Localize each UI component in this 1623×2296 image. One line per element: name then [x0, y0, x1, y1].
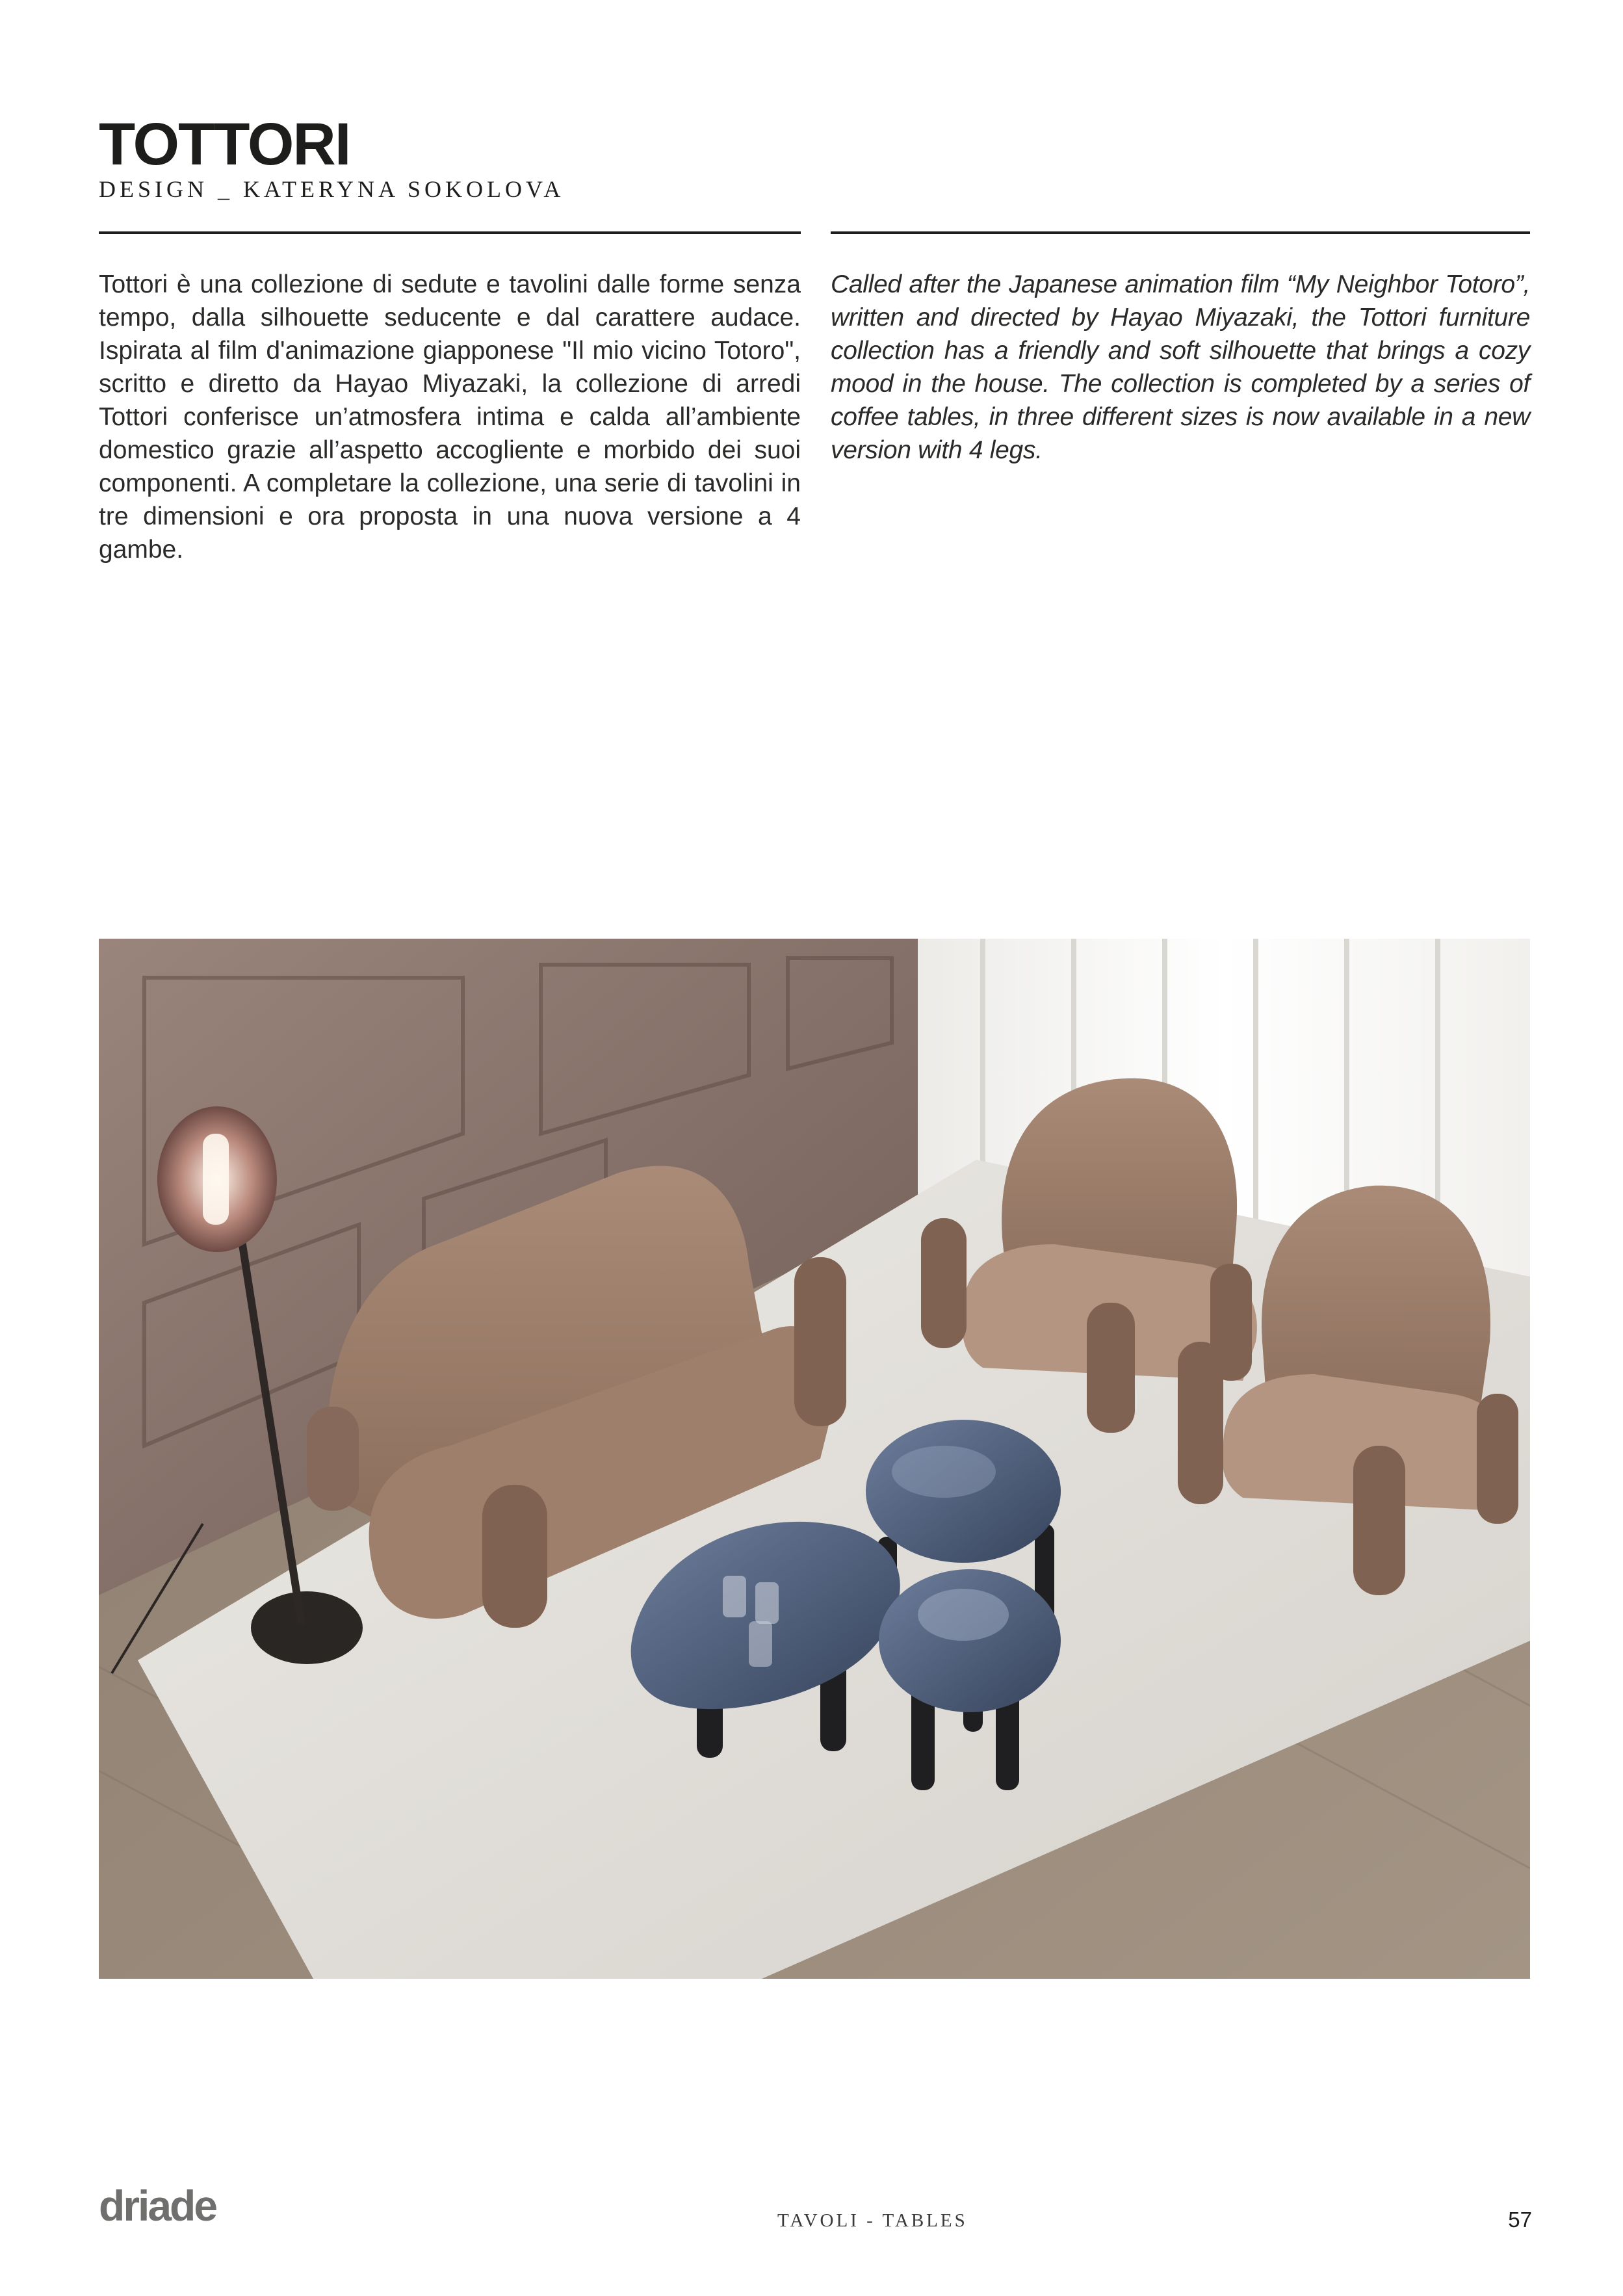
living-room-scene	[99, 939, 1530, 1979]
product-photo	[99, 939, 1530, 1979]
description-english: Called after the Japanese animation film “My Neighbor Totoro”, written and directed by Hayao Miyazaki, the Tottori furniture collection has a friendly and soft silhouette that brings a cozy mood in the house. The collection is completed by a series of coffee tables, in three different sizes is now available in a new version with 4 legs.	[831, 270, 1530, 464]
driade-logo: driade	[99, 2182, 216, 2230]
footer-section-label: TAVOLI - TABLES	[777, 2210, 968, 2231]
page-number: 57	[1508, 2208, 1532, 2232]
description-italian: Tottori è una collezione di sedute e tavolini dalle forme senza tempo, dalla silhouette seducente e dal carattere audace. Ispirata al film d'animazione giapponese "Il mio vicino Totoro", scritto e diretto da Hayao Miyazaki, la collezione di arredi Tottori conferisce un’atmosfera intima e calda all’ambiente domestico grazie all’aspetto accogliente e morbido dei suoi componenti. A completare la collezione, una serie di tavolini in tre dimensioni e ora proposta in una nuova versione a 4 gambe.	[99, 270, 801, 564]
divider-left	[99, 231, 801, 234]
page-title: TOTTORI	[99, 111, 350, 177]
divider-right	[831, 231, 1530, 234]
designer-credit: DESIGN _ KATERYNA SOKOLOVA	[99, 176, 565, 202]
